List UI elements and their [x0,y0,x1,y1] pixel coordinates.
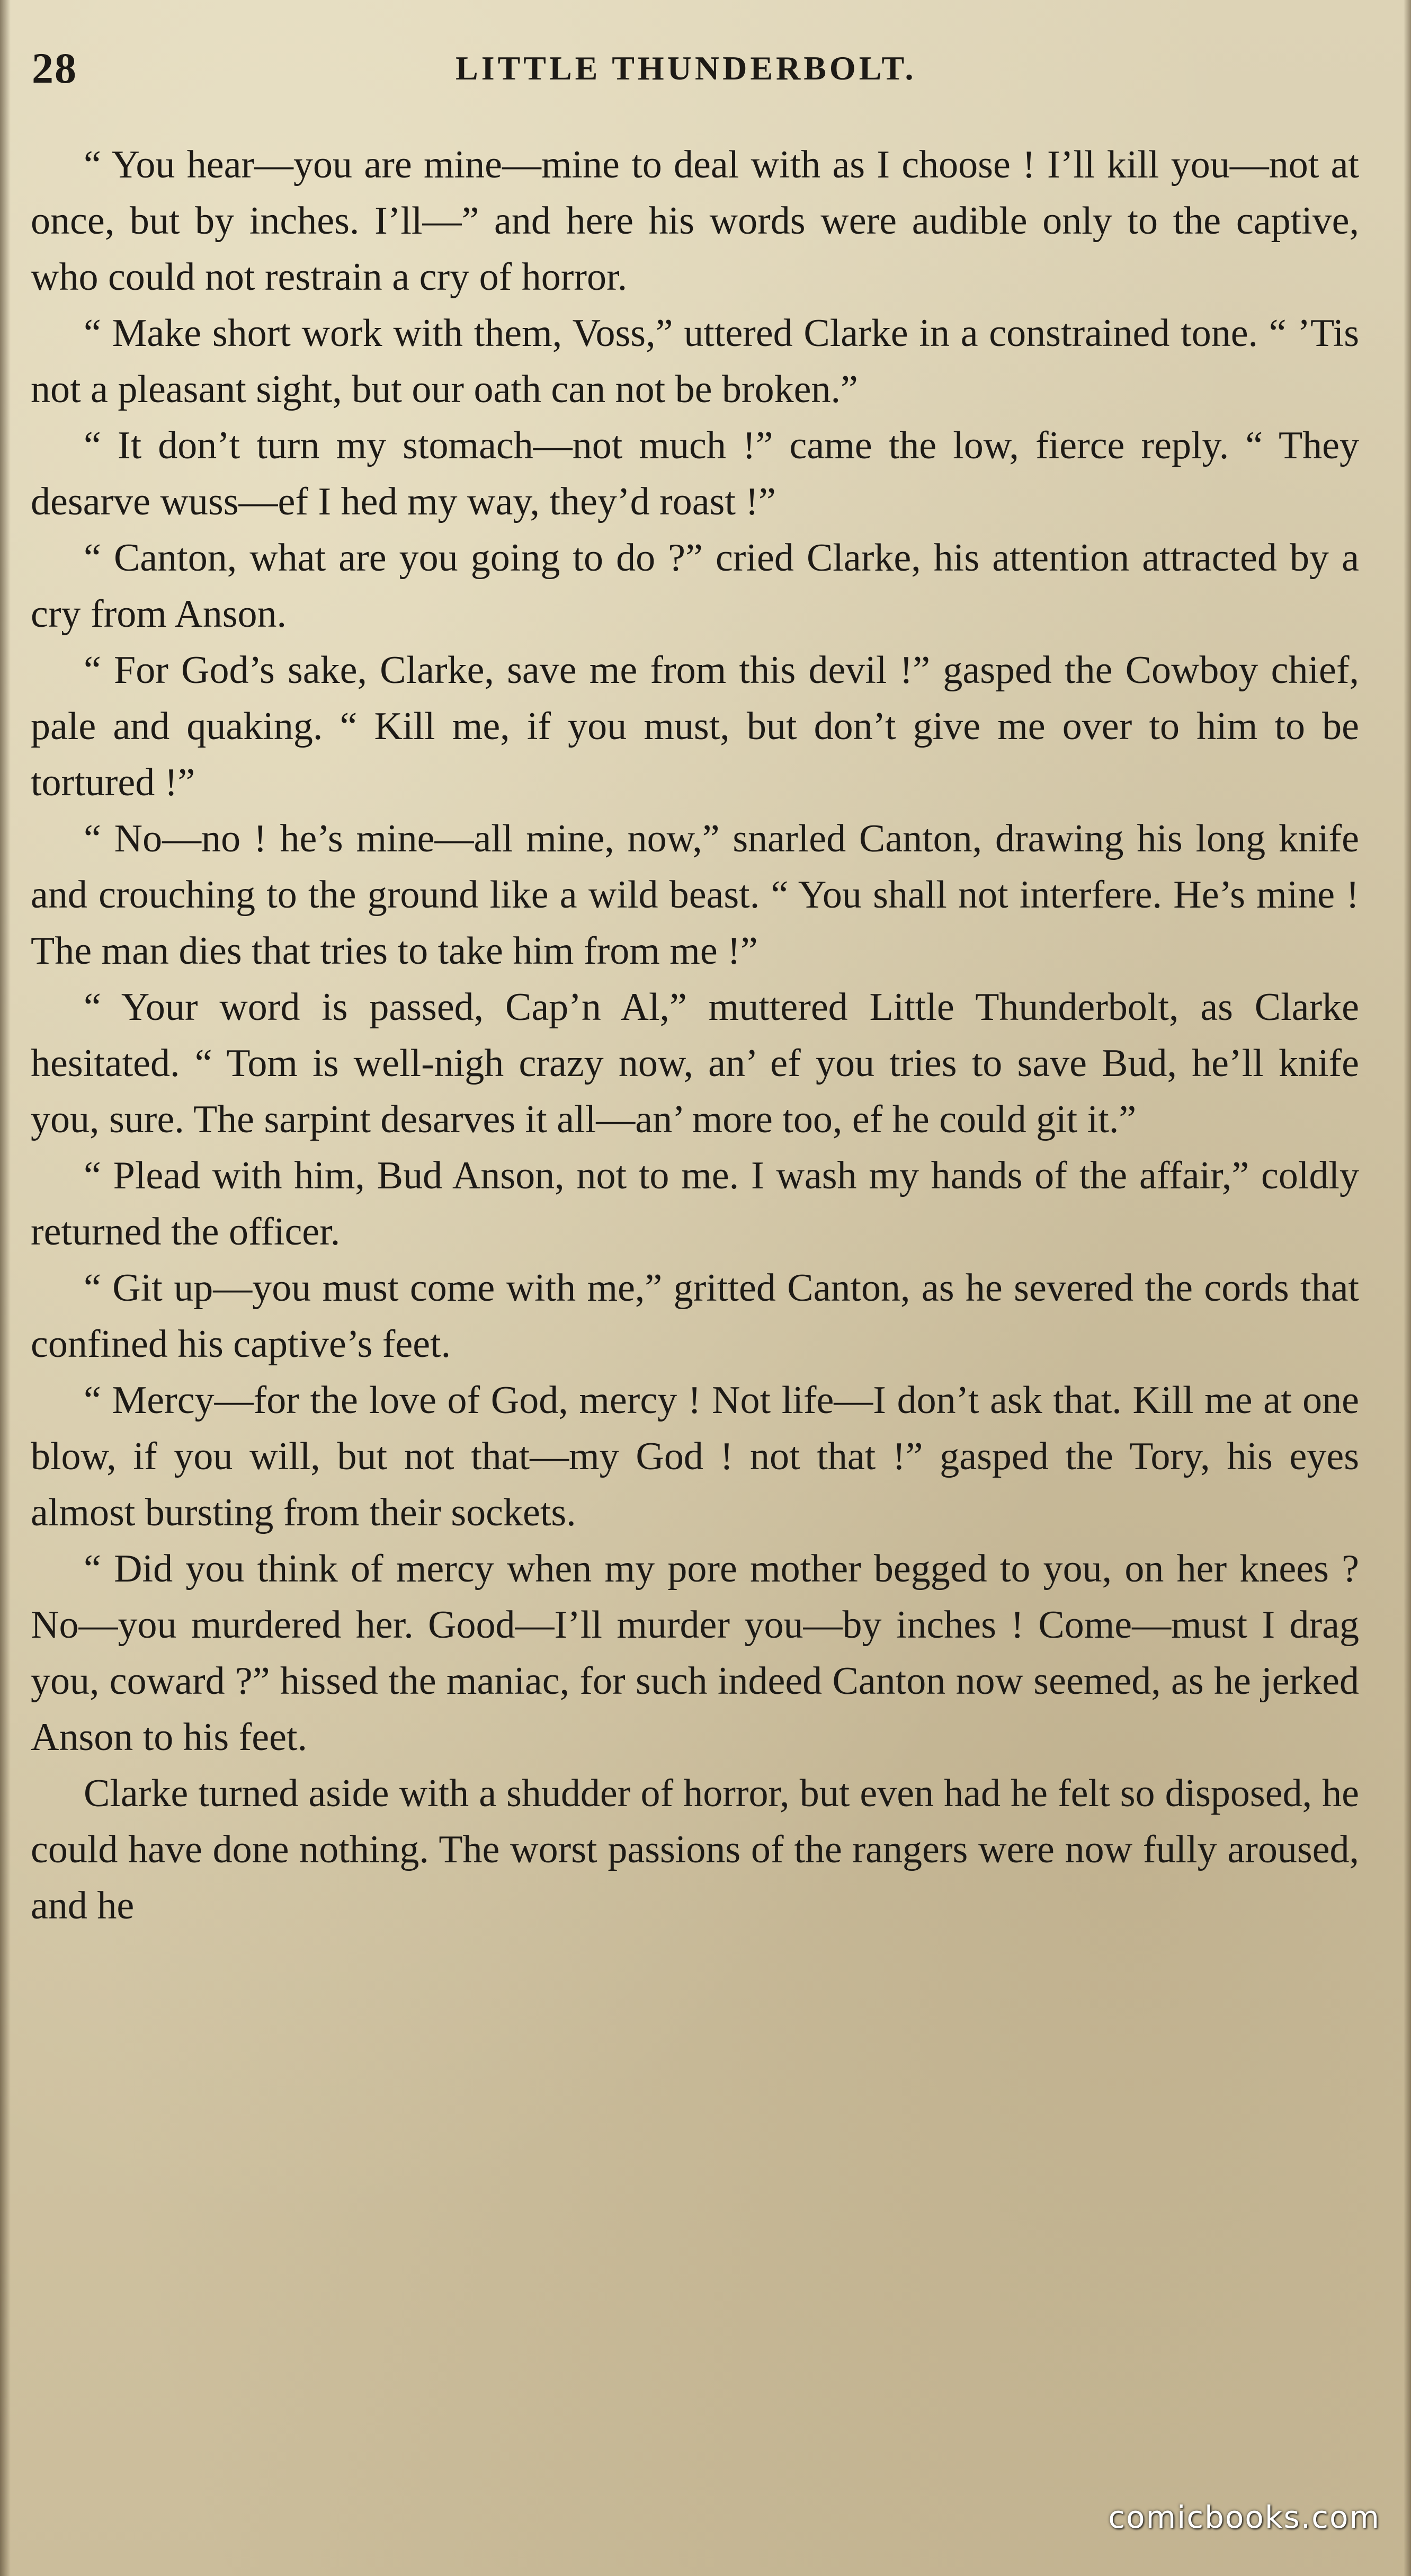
running-title: LITTLE THUNDERBOLT. [456,49,917,87]
paragraph: “ Did you think of mercy when my pore mother begged to you, on her knees ? No—you murdered her. Good—I’ll murder you—by inches ! Come—must I drag you, coward ?” hissed the maniac, for such indeed Canton now seemed, as he jerked Anson to his feet. [31,1547,1359,1759]
paragraph: “ No—no ! he’s mine—all mine, now,” snarled Canton, drawing his long knife and crouching to the ground like a wild beast. “ You shall not interfere. He’s mine ! The man dies that tries to take him from me !” [31,817,1359,973]
paragraph: “ Canton, what are you going to do ?” cried Clarke, his attention attracted by a cry from Anson. [31,536,1359,636]
paragraph: “ Your word is passed, Cap’n Al,” muttered Little Thunderbolt, as Clarke hesitated. “ Tom is well-nigh crazy now, an’ ef you tries to save Bud, he’ll knife you, sure. The sarpint desarves it all—an’ more too, ef he could git it.” [31,985,1359,1141]
paragraph: “ Plead with him, Bud Anson, not to me. I wash my hands of the affair,” coldly returned the officer. [31,1154,1359,1254]
paragraph: “ Make short work with them, Voss,” uttered Clarke in a constrained tone. “ ’Tis not a pleasant sight, but our oath can not be broken.” [31,312,1359,411]
paragraph: “ For God’s sake, Clarke, save me from this devil !” gasped the Cowboy chief, pale and quaking. “ Kill me, if you must, but don’t give me over to him to be tortured !” [31,649,1359,804]
paragraph: Clarke turned aside with a shudder of horror, but even had he felt so disposed, he could have done nothing. The worst passions of the rangers were now fully aroused, and he [31,1772,1359,1927]
paragraph: “ Git up—you must come with me,” gritted Canton, as he severed the cords that confined his captive’s feet. [31,1266,1359,1366]
page-header [32,45,1356,92]
watermark: comicbooks.com [1108,2499,1380,2535]
page-number: 28 [32,44,77,92]
paragraph: “ You hear—you are mine—mine to deal with as I choose ! I’ll kill you—not at once, but by inches. I’ll—” and here his words were audible only to the captive, who could not restrain a cry of horror. [31,143,1359,299]
paragraph: “ Mercy—for the love of God, mercy ! Not life—I don’t ask that. Kill me at one blow, if you will, but not that—my God ! not that !” gasped the Tory, his eyes almost bursting from their sockets. [31,1379,1359,1534]
paragraph: “ It don’t turn my stomach—not much !” came the low, fierce reply. “ They desarve wuss—ef I hed my way, they’d roast !” [31,424,1359,523]
body-text [31,137,1359,1934]
page-left-shadow [0,0,11,2576]
page-right-shadow [1404,0,1411,2576]
